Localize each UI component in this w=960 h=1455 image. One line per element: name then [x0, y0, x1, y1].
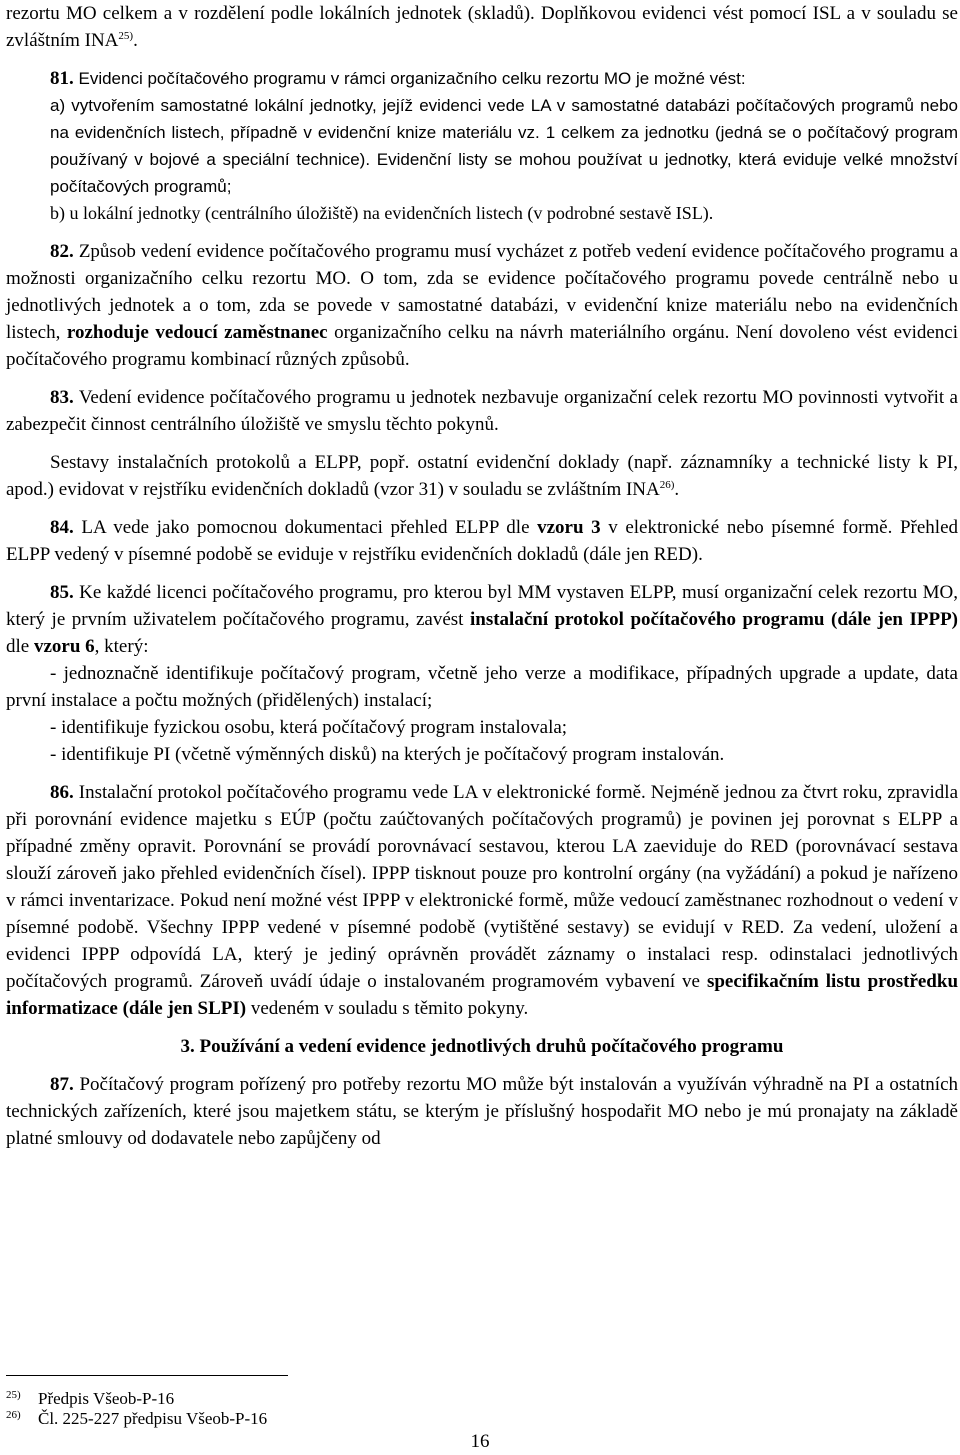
footnote-26: 26) Čl. 225-227 předpisu Všeob-P-16	[6, 1405, 267, 1429]
paragraph-number: 84.	[50, 517, 74, 538]
paragraph-83-continuation: Sestavy instalačních protokolů a ELPP, popř. ostatní evidenční doklady (např. záznamníky a technické listy k PI, apod.) evidovat v rejstříku evidenčních dokladů (vzor 31) v souladu se zvláštním INA$^{26)}$.	[6, 452, 958, 500]
dash-item: - identifikuje PI (včetně výměnných disků) na kterých je počítačový program instalován.	[50, 744, 725, 765]
paragraph-87: 87. Počítačový program pořízený pro potřeby rezortu MO může být instalován a využíván výhradně na PI a ostatních technických zařízeních, které jsou majetkem státu, se kterým je příslušný hospodařit MO nebo je mú pronajaty na základě platné smlouvy od dodavatele nebo zapůjčeny od	[6, 1074, 958, 1149]
bold-emphasis: vzoru 6	[33, 636, 95, 657]
bold-emphasis: vzoru 3	[537, 517, 601, 538]
paragraph-84: 84. LA vede jako pomocnou dokumentaci přehled ELPP dle vzoru 3 v elektronické nebo písemné formě. Přehled ELPP vedený v písemné podobě se eviduje v rejstříku evidenčních dokladů (dále jen RED).	[6, 517, 958, 565]
paragraph-number: 86.	[50, 782, 74, 803]
document-page	[6, 0, 958, 1152]
footnote-mark: 25)	[6, 1389, 21, 1401]
footnote-separator	[6, 1375, 288, 1376]
paragraph-number: 82.	[50, 241, 74, 262]
paragraph-82: 82. Způsob vedení evidence počítačového programu musí vycházet z potřeb vedení evidence počítačového programu a možnosti organizačního celku rezortu MO. O tom, zda se evidence počítačového programu povede centrálně nebo u jednotlivých jednotek a o tom, zda se povede v samostatné databázi, v evidenční knize materiálu nebo na evidenčních listech, rozhoduje vedoucí zaměstnanec organizačního celku na návrh materiálního orgánu. Není dovoleno vést evidenci počítačového programu kombinací různých způsobů.	[6, 241, 959, 370]
section-heading: 3. Používání a vedení evidence jednotlivých druhů počítačového programu	[180, 1036, 784, 1057]
footnote-25: 25) Předpis Všeob-P-16	[6, 1385, 174, 1409]
paragraph-number: 83.	[50, 387, 74, 408]
paragraph-85: 85. Ke každé licenci počítačového programu, pro kterou byl MM vystaven ELPP, musí organizační celek rezortu MO, který je prvním uživatelem počítačového programu, zavést instalační protokol počítačového programu (dále jen IPPP) dle vzoru 6, který:	[6, 582, 958, 657]
footnote-ref-25[interactable]: 25)	[118, 30, 134, 42]
footnote-ref-26[interactable]: 26)	[659, 479, 675, 491]
bold-emphasis: specifikačním listu prostředku informatizace (dále jen SLPI)	[6, 971, 959, 1019]
list-item-b: b) u lokální jednotky (centrálního úložiště) na evidenčních listech (v podrobné sestavě ISL).	[50, 203, 714, 223]
paragraph-number: 81.	[50, 68, 74, 89]
paragraph-number: 87.	[50, 1074, 74, 1095]
intro-paragraph: rezortu MO celkem a v rozdělení podle lokálních jednotek (skladů). Doplňkovou evidenci vést pomocí ISL a v souladu se zvláštním INA$^{25)}$.	[6, 3, 958, 51]
list-item-a: a) vytvořením samostatné lokální jednotky, jejíž evidenci vede LA v samostatné databázi počítačových programů nebo na evidenčních listech, případně v evidenční knize materiálu vz. 1 celkem za jednotku (jedná se o počítačový program používaný v bojové a speciální technice). Evidenční listy se mohou používat u jednotky, která eviduje velké množství počítačových programů;	[50, 96, 958, 196]
dash-item: - identifikuje fyzickou osobu, která počítačový program instalovala;	[50, 717, 568, 738]
paragraph-number: 85.	[50, 582, 74, 603]
paragraph-81: 81. Evidenci počítačového programu v rámci organizačního celku rezortu MO je možné vést: a) vytvořením samostatné lokální jednotky, jejíž evidenci vede LA v samostatné databázi počítačových programů nebo na evidenčních listech, případně v evidenční knize materiálu vz. 1 celkem za jednotku (jedná se o počítačový program používaný v bojové a speciální technice). Evidenční listy se mohou používat u jednotky, která eviduje velké množství počítačových programů;	[6, 65, 958, 200]
dash-item: - jednoznačně identifikuje počítačový program, včetně jeho verze a modifikace, případných upgrade a update, data první instalace a počtu možných (přidělených) instalací;	[6, 663, 958, 711]
footnote-mark: 26)	[6, 1409, 21, 1421]
bold-emphasis: instalační protokol počítačového programu (dále jen IPPP)	[469, 609, 958, 630]
paragraph-83: 83. Vedení evidence počítačového programu u jednotek nezbavuje organizační celek rezortu MO povinnosti vytvořit a zabezpečit činnost centrálního úložiště ve smyslu těchto pokynů.	[6, 387, 958, 435]
bold-emphasis: rozhoduje vedoucí zaměstnanec	[66, 322, 328, 343]
page-number: 16	[470, 1431, 490, 1452]
paragraph-86: 86. Instalační protokol počítačového programu vede LA v elektronické formě. Nejméně jednou za čtvrt roku, zpravidla při porovnání evidence majetku s EÚP (počtu zaúčtovaných počítačových programů) je povinen jej porovnat s ELPP a případné změny opravit. Porovnání se provádí porovnávací sestavou, kterou LA zaeviduje do RED (porovnávací sestava slouží zároveň jako přehled evidenčních čísel). IPPP tisknout pouze pro kontrolní orgány (na vyžádání) a pokud je nařízeno v rámci inventarizace. Pokud není možné vést IPPP v elektronické formě, může vedoucí zaměstnanec rozhodnout o vedení v písemné podobě. Všechny IPPP vedené v písemné podobě (vytištěné sestavy) se evidují v RED. Za vedení, uložení a evidenci IPPP odpovídá LA, který je jediný oprávněn provádět záznamy o instalaci resp. odinstalaci jednotlivých počítačových programů. Zároveň uvádí údaje o instalovaném programovém vybavení ve specifikačním listu prostředku informatizace (dále jen SLPI) vedeném v souladu s těmito pokyny.	[6, 782, 959, 1019]
